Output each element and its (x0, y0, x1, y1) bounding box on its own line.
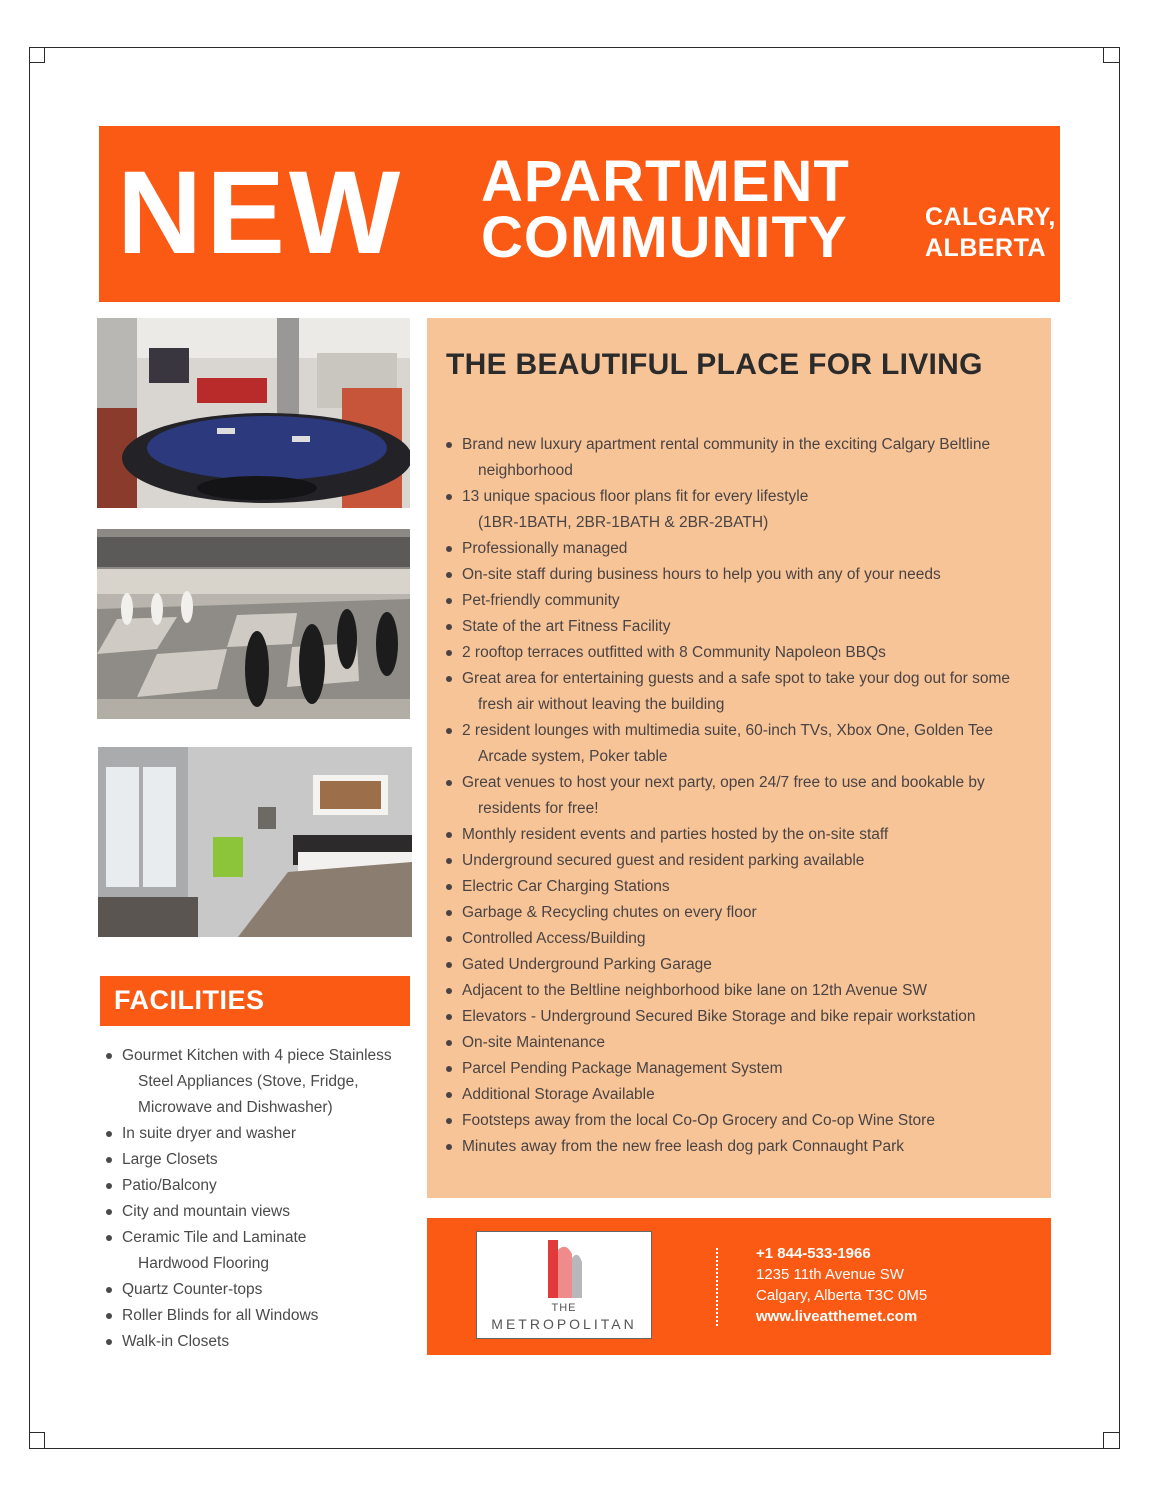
footer-divider (716, 1248, 718, 1326)
facility-item-text: In suite dryer and washer (122, 1125, 297, 1142)
feature-item-text: Minutes away from the new free leash dog park Connaught Park (462, 1138, 904, 1155)
facility-item (104, 1199, 410, 1225)
location-city: CALGARY, (925, 203, 1056, 231)
feature-item-text: Garbage & Recycling chutes on every floor (462, 904, 757, 921)
phone-number[interactable]: +1 844-533-1966 (756, 1245, 871, 1262)
feature-item-text: 13 unique spacious floor plans fit for every lifestyle (462, 488, 809, 505)
facilities-heading: FACILITIES (100, 976, 410, 1026)
feature-item-text: Great area for entertaining guests and a safe spot to take your dog out for some (462, 670, 1010, 687)
feature-item-text: On-site Maintenance (462, 1034, 606, 1051)
feature-item-text: Footsteps away from the local Co-Op Grocery and Co-op Wine Store (462, 1112, 935, 1129)
facility-item (104, 1277, 410, 1303)
rooftop-chess-photo (97, 529, 410, 719)
feature-item-text: Additional Storage Available (462, 1086, 655, 1103)
feature-item (446, 822, 1038, 848)
feature-item (446, 432, 1038, 484)
feature-item-text: Great venues to host your next party, open 24/7 free to use and bookable by (462, 774, 985, 791)
feature-item-text: Brand new luxury apartment rental community in the exciting Calgary Beltline (462, 436, 991, 453)
facility-item (104, 1303, 410, 1329)
feature-item (446, 588, 1038, 614)
crop-mark (29, 47, 45, 63)
facility-item-text: Roller Blinds for all Windows (122, 1307, 319, 1324)
facility-item (104, 1121, 410, 1147)
address-line2: Calgary, Alberta T3C 0M5 (756, 1287, 928, 1304)
facility-item (104, 1043, 410, 1121)
feature-item (446, 640, 1038, 666)
location (925, 202, 1056, 264)
headline-apartment-community (481, 149, 850, 270)
feature-item (446, 666, 1038, 718)
contact-info (756, 1243, 927, 1327)
feature-item (446, 1004, 1038, 1030)
contact-footer (427, 1218, 1051, 1355)
header-banner (99, 126, 1060, 302)
feature-item (446, 978, 1038, 1004)
feature-item-text: Underground secured guest and resident parking available (462, 852, 865, 869)
feature-item-continuation: fresh air without leaving the building (478, 696, 725, 713)
facility-item-text: Gourmet Kitchen with 4 piece Stainless (122, 1047, 392, 1064)
feature-item (446, 536, 1038, 562)
feature-item-text: Parcel Pending Package Management System (462, 1060, 783, 1077)
feature-item (446, 562, 1038, 588)
feature-item (446, 926, 1038, 952)
address-line1: 1235 11th Avenue SW (756, 1266, 904, 1283)
feature-item-text: State of the art Fitness Facility (462, 618, 671, 635)
feature-item (446, 770, 1038, 822)
facility-item-continuation: Microwave and Dishwasher) (138, 1099, 333, 1116)
facility-item-text: Patio/Balcony (122, 1177, 217, 1194)
feature-item-continuation: (1BR-1BATH, 2BR-1BATH & 2BR-2BATH) (478, 514, 769, 531)
feature-item-continuation: residents for free! (478, 800, 599, 817)
headline-line1: APARTMENT (481, 149, 850, 214)
facility-item-text: Quartz Counter-tops (122, 1281, 263, 1298)
feature-item-text: Elevators - Underground Secured Bike Storage and bike repair workstation (462, 1008, 976, 1025)
feature-item-text: Electric Car Charging Stations (462, 878, 670, 895)
feature-item (446, 1134, 1038, 1160)
location-province: ALBERTA (925, 234, 1047, 262)
feature-item-text: On-site staff during business hours to help you with any of your needs (462, 566, 941, 583)
feature-item (446, 900, 1038, 926)
feature-item-text: Monthly resident events and parties hosted by the on-site staff (462, 826, 889, 843)
features-panel (427, 318, 1051, 1198)
facility-item-text: City and mountain views (122, 1203, 290, 1220)
logo-name: METROPOLITAN (491, 1316, 637, 1332)
facilities-list (104, 1043, 410, 1355)
feature-item (446, 1108, 1038, 1134)
facility-item-text: Ceramic Tile and Laminate (122, 1229, 307, 1246)
feature-item (446, 614, 1038, 640)
bedroom-photo (98, 747, 412, 937)
feature-item (446, 484, 1038, 536)
feature-item (446, 874, 1038, 900)
crop-mark (29, 1432, 45, 1448)
facility-item-continuation: Hardwood Flooring (138, 1255, 269, 1272)
metropolitan-logo (476, 1231, 652, 1339)
facility-item (104, 1173, 410, 1199)
feature-item-text: Pet-friendly community (462, 592, 620, 609)
headline-line2: COMMUNITY (481, 205, 848, 270)
facility-item (104, 1147, 410, 1173)
feature-item-text: Professionally managed (462, 540, 628, 557)
feature-item (446, 718, 1038, 770)
feature-item-text: Controlled Access/Building (462, 930, 646, 947)
feature-item (446, 848, 1038, 874)
feature-item (446, 1082, 1038, 1108)
logo-mark-icon (546, 1236, 584, 1298)
website-link[interactable]: www.liveatthemet.com (756, 1308, 918, 1325)
crop-mark (1103, 1432, 1119, 1448)
feature-item (446, 952, 1038, 978)
crop-mark (1103, 47, 1119, 63)
facility-item (104, 1225, 410, 1277)
features-list (446, 432, 1038, 1160)
facility-item-text: Large Closets (122, 1151, 218, 1168)
feature-item-text: Adjacent to the Beltline neighborhood bike lane on 12th Avenue SW (462, 982, 928, 999)
logo-the: THE (551, 1302, 577, 1314)
facility-item-text: Walk-in Closets (122, 1333, 230, 1350)
headline-new: NEW (117, 147, 405, 279)
facility-item (104, 1329, 410, 1355)
feature-item-continuation: Arcade system, Poker table (478, 748, 668, 765)
feature-item-continuation: neighborhood (478, 462, 573, 479)
feature-item (446, 1030, 1038, 1056)
feature-item-text: 2 rooftop terraces outfitted with 8 Community Napoleon BBQs (462, 644, 886, 661)
facility-item-continuation: Steel Appliances (Stove, Fridge, (138, 1073, 359, 1090)
feature-item-text: Gated Underground Parking Garage (462, 956, 712, 973)
feature-item (446, 1056, 1038, 1082)
lounge-poker-table-photo (97, 318, 410, 508)
feature-item-text: 2 resident lounges with multimedia suite, 60-inch TVs, Xbox One, Golden Tee (462, 722, 994, 739)
features-title: THE BEAUTIFUL PLACE FOR LIVING (446, 348, 983, 381)
